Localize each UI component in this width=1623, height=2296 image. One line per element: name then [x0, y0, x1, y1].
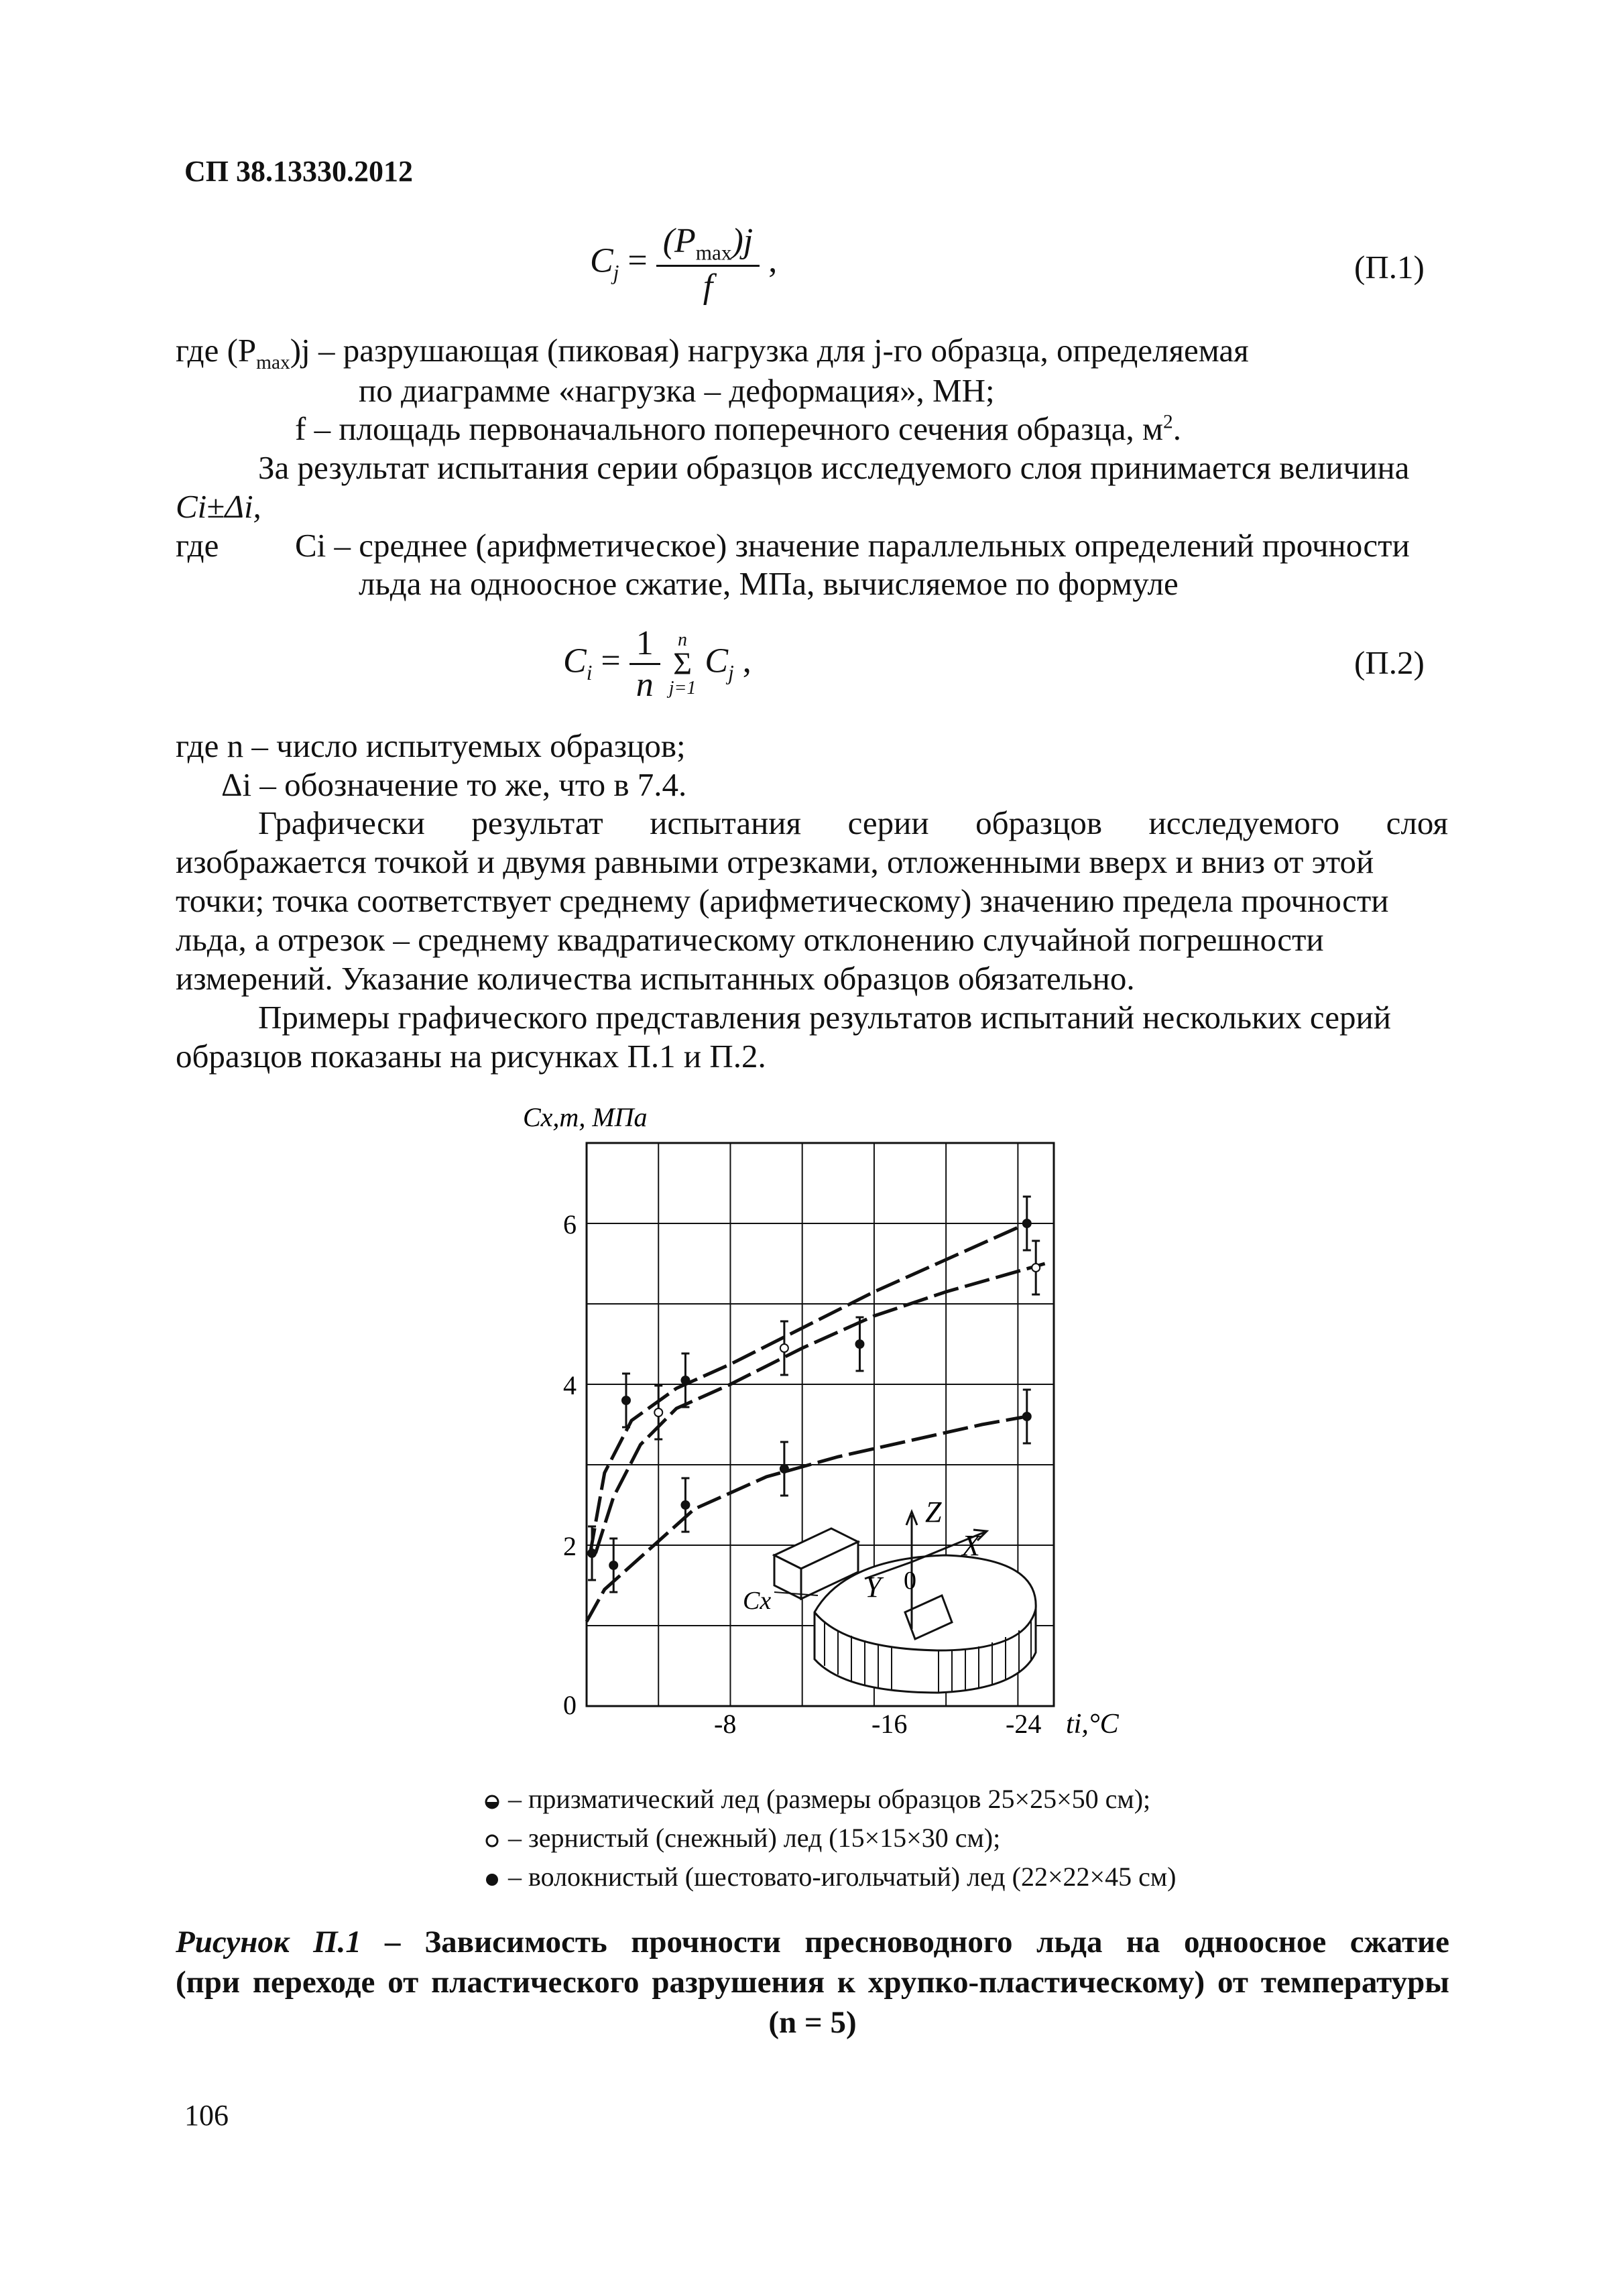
- y-tick-6: 6: [563, 1209, 577, 1240]
- legend-label-granular: – зернистый (снежный) лед (15×15×30 см);: [508, 1823, 1001, 1853]
- legend-label-fibrous: – волокнистый (шестовато-игольчатый) лед (22×22×45 см): [508, 1862, 1177, 1892]
- document-code: СП 38.13330.2012: [184, 155, 413, 188]
- formula2-fraction: [629, 623, 660, 705]
- equation-number-p2: (П.2): [1354, 644, 1425, 681]
- data-point: [609, 1561, 617, 1569]
- formula-lhs: C: [590, 241, 613, 280]
- para1-line4: льда на одноосное сжатие, МПа, вычисляемое по формуле: [359, 565, 1179, 602]
- data-point: [654, 1408, 662, 1416]
- page-number: 106: [184, 2099, 229, 2132]
- y-axis-label: Cx,m, МПа: [523, 1102, 648, 1132]
- formula2-sum: [669, 629, 697, 699]
- para2-line1: Графически результат испытания серии образцов исследуемого слоя: [258, 804, 1448, 841]
- para1-line3a: где: [176, 527, 219, 564]
- formula2-lhs-sub: i: [586, 660, 593, 684]
- where1-line3-text: f – площадь первоначального поперечного сечения образца, м: [295, 410, 1163, 447]
- formula-tail: ,: [768, 241, 778, 280]
- data-point: [855, 1340, 863, 1348]
- formula-num-open: (P: [662, 222, 696, 260]
- where1-prefix: где (P: [176, 332, 257, 369]
- x-tick-m24: -24: [1006, 1709, 1042, 1739]
- data-point: [622, 1396, 630, 1404]
- para2-line3: точки; точка соответствует среднему (арифметическому) значению предела прочности: [176, 882, 1389, 919]
- inset-axis-z: Z: [925, 1496, 942, 1528]
- formula2-sum-sign: Σ: [673, 646, 692, 682]
- where1-line3: [295, 410, 1181, 448]
- formula2-lhs: C: [563, 642, 587, 680]
- where1-sub: max: [256, 351, 290, 373]
- data-point: [681, 1501, 689, 1509]
- where1-line2: по диаграмме «нагрузка – деформация», МН;: [359, 372, 995, 409]
- x-axis-label: ti,°C: [1066, 1709, 1119, 1740]
- para2-line4: льда, а отрезок – среднему квадратическому отклонению случайной погрешности: [176, 921, 1324, 958]
- legend-item-granular: [483, 1822, 1000, 1854]
- formula2-eq: =: [601, 642, 621, 680]
- data-point: [588, 1549, 596, 1557]
- filled-dot-icon: [483, 1870, 501, 1889]
- formula-lhs-sub: j: [613, 261, 619, 285]
- legend-item-prismatic: [483, 1783, 1150, 1815]
- formula-num-sub: max: [695, 241, 732, 265]
- formula2-term: C: [705, 642, 729, 680]
- para2-line5: измерений. Указание количества испытанных образцов обязательно.: [176, 960, 1135, 997]
- y-tick-4: 4: [563, 1370, 577, 1400]
- data-point: [780, 1465, 788, 1473]
- where1-line1: [176, 332, 1249, 375]
- inset-axis-x: X: [962, 1529, 980, 1562]
- where2-line1: где n – число испытуемых образцов;: [176, 727, 686, 764]
- formula2-sum-top: n: [678, 629, 688, 650]
- where1-rest: )j – разрушающая (пиковая) нагрузка для j-го образца, определяемая: [290, 332, 1249, 369]
- where1-line3-sup: 2: [1162, 411, 1173, 433]
- equation-number-p1: (П.1): [1354, 249, 1425, 286]
- formula2-term-sub: j: [728, 660, 734, 684]
- data-point: [681, 1376, 689, 1384]
- series-line-1: [595, 1264, 1044, 1553]
- inset-origin: 0: [904, 1567, 916, 1595]
- para3-line2: образцов показаны на рисунках П.1 и П.2.: [176, 1038, 766, 1075]
- data-point: [1032, 1264, 1040, 1272]
- caption-label: Рисунок П.1 –: [176, 1925, 401, 1959]
- legend-label-prismatic: – призматический лед (размеры образцов 25×25×50 см);: [508, 1784, 1151, 1814]
- para2-line2: изображается точкой и двумя равными отрезками, отложенными вверх и вниз от этой: [176, 843, 1374, 880]
- where2-line2: Δi – обозначение то же, что в 7.4.: [221, 766, 687, 803]
- figure-caption-line3: (n = 5): [768, 2005, 857, 2040]
- formula-num-close: )j: [731, 222, 754, 260]
- formula-p1: $C_j$ = $\frac{(P_{max})j}{f}$ ,: [590, 222, 778, 306]
- formula2-sum-bottom: j=1: [668, 677, 697, 699]
- half-filled-dot-icon: [483, 1793, 501, 1811]
- x-tick-m16: -16: [871, 1709, 908, 1739]
- specimen-inset-illustration: [774, 1512, 1036, 1693]
- formula2-den: n: [636, 666, 654, 704]
- series-line-0: [590, 1223, 1026, 1553]
- y-tick-0: 0: [563, 1690, 577, 1720]
- caption-line1-text: Зависимость прочности пресноводного льда на одноосное сжатие: [424, 1925, 1449, 1959]
- where1-line3-end: .: [1173, 410, 1181, 447]
- formula2-tail: ,: [742, 642, 752, 680]
- data-point: [1023, 1219, 1031, 1227]
- inset-cx-label: Cx: [743, 1587, 772, 1615]
- x-tick-m8: -8: [714, 1709, 737, 1739]
- para1-line1: За результат испытания серии образцов исследуемого слоя принимается величина: [258, 449, 1410, 486]
- legend-item-fibrous: [483, 1861, 1176, 1892]
- y-tick-2: 2: [563, 1531, 577, 1561]
- figure-caption-line1: [176, 1924, 1449, 1960]
- para1-line3b: Ci – среднее (арифметическое) значение параллельных определений прочности: [295, 527, 1410, 564]
- formula-den: f: [703, 267, 713, 306]
- figure-caption-line2: (при переходе от пластического разрушения к хрупко-пластическому) от температуры: [176, 1965, 1449, 2000]
- figure-p1-chart: [469, 1086, 1173, 1776]
- open-dot-icon: [483, 1831, 501, 1850]
- para1-line2: Ci±Δi,: [176, 488, 261, 525]
- para3-line1: Примеры графического представления результатов испытаний нескольких серий: [258, 999, 1391, 1036]
- data-point: [780, 1344, 788, 1352]
- inset-axis-y: Y: [865, 1571, 882, 1604]
- data-point: [1023, 1412, 1031, 1421]
- formula2-num: 1: [629, 623, 660, 665]
- formula-fraction: [656, 221, 760, 306]
- formula-p2: [563, 623, 752, 705]
